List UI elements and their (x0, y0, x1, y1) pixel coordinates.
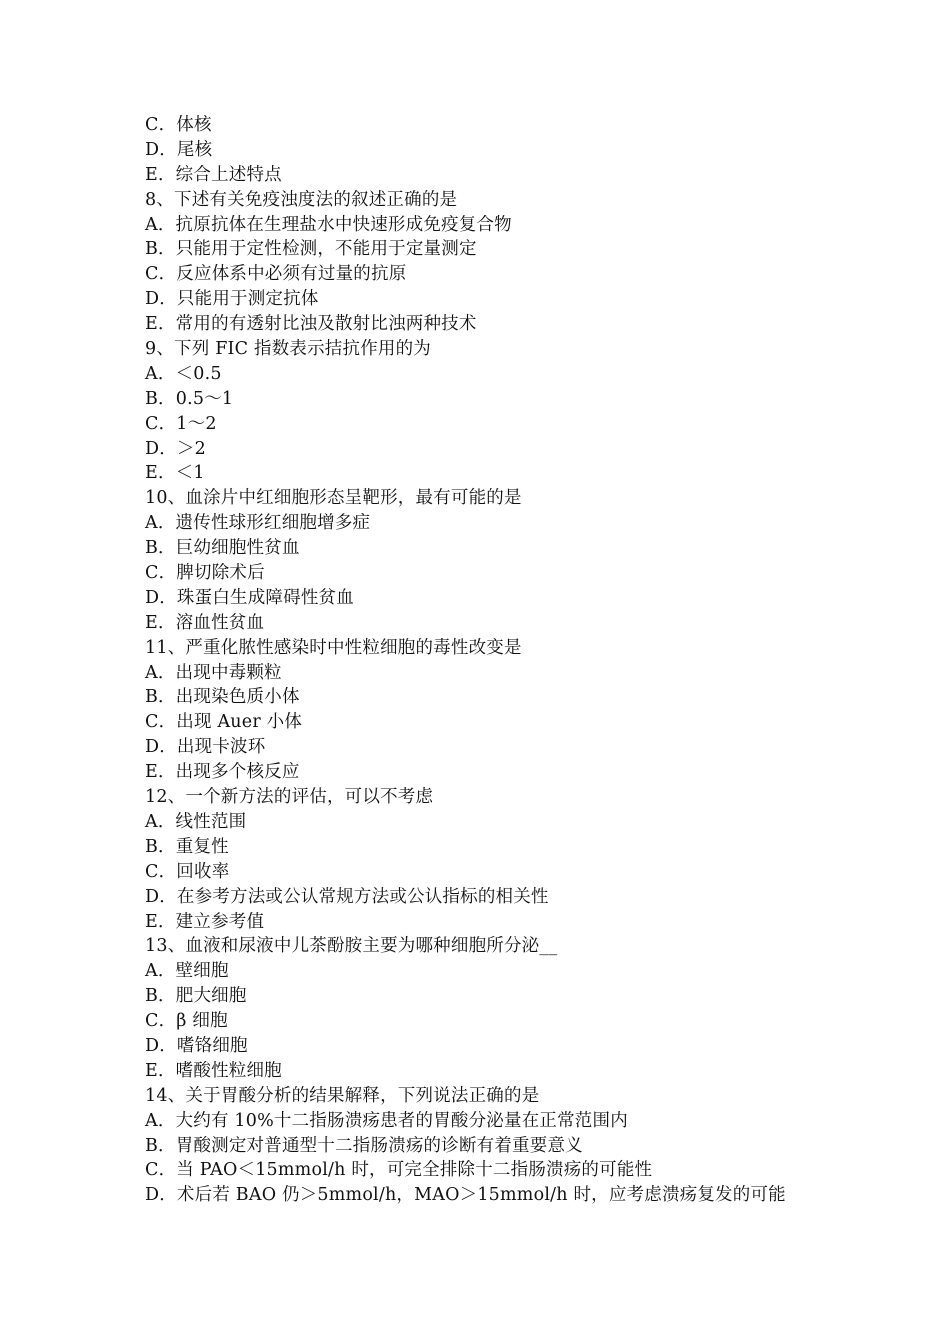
text-line: A．线性范围 (145, 811, 247, 832)
text-line: C．体核 (145, 115, 212, 135)
text-line: E．＜1 (145, 463, 205, 484)
text-line: B．只能用于定性检测，不能用于定量测定 (145, 239, 477, 260)
text-line: 11、严重化脓性感染时中性粒细胞的毒性改变是 (145, 637, 522, 658)
text-line: C．回收率 (145, 861, 230, 882)
text-line: A．抗原抗体在生理盐水中快速形成免疫复合物 (145, 214, 512, 235)
text-line: E．建立参考值 (145, 911, 265, 932)
text-line: A．壁细胞 (145, 961, 229, 982)
text-line: B．巨幼细胞性贫血 (145, 538, 300, 559)
text-line: C．β 细胞 (145, 1011, 228, 1032)
text-line: D．只能用于测定抗体 (145, 289, 319, 310)
text-line: 10、血涂片中红细胞形态呈靶形，最有可能的是 (145, 488, 522, 509)
text-line: C．1～2 (145, 413, 217, 434)
text-line: B．重复性 (145, 836, 229, 857)
text-line: D．出现卡波环 (145, 737, 266, 758)
text-line: B．肥大细胞 (145, 986, 247, 1007)
text-line: A．＜0.5 (145, 363, 222, 384)
text-line: D．术后若 BAO 仍＞5mmol/h，MAO＞15mmol/h 时，应考虑溃疡复发的可能 (145, 1185, 786, 1206)
text-line: 13、血液和尿液中儿茶酚胺主要为哪种细胞所分泌__ (145, 936, 558, 957)
text-line: E．常用的有透射比浊及散射比浊两种技术 (145, 314, 477, 335)
text-line: 14、关于胃酸分析的结果解释，下列说法正确的是 (145, 1085, 540, 1106)
text-line: 12、一个新方法的评估，可以不考虑 (145, 787, 434, 808)
text-line: B．胃酸测定对普通型十二指肠溃疡的诊断有着重要意义 (145, 1135, 583, 1156)
text-line: E．综合上述特点 (145, 164, 282, 185)
text-line: D．＞2 (145, 438, 206, 459)
text-line: C．脾切除术后 (145, 563, 265, 584)
text-line: A．大约有 10%十二指肠溃疡患者的胃酸分泌量在正常范围内 (145, 1110, 628, 1131)
text-line: C．当 PAO＜15mmol/h 时，可完全排除十二指肠溃疡的可能性 (145, 1160, 653, 1181)
text-line: A．出现中毒颗粒 (145, 662, 282, 683)
text-line: B．0.5～1 (145, 388, 234, 409)
text-line: D．在参考方法或公认常规方法或公认指标的相关性 (145, 886, 549, 907)
exam-question-text (145, 113, 845, 1208)
text-line: D．珠蛋白生成障碍性贫血 (145, 587, 354, 608)
text-line: 9、下列 FIC 指数表示拮抗作用的为 (145, 339, 432, 360)
text-line: D．尾核 (145, 139, 213, 160)
text-line: E．嗜酸性粒细胞 (145, 1060, 282, 1081)
text-line: C．出现 Auer 小体 (145, 712, 303, 733)
text-line: D．嗜铬细胞 (145, 1035, 248, 1056)
text-line: 8、下述有关免疫浊度法的叙述正确的是 (145, 189, 458, 210)
text-line: A．遗传性球形红细胞增多症 (145, 513, 371, 534)
text-line: E．出现多个核反应 (145, 762, 300, 783)
text-line: C．反应体系中必须有过量的抗原 (145, 264, 407, 285)
text-line: B．出现染色质小体 (145, 687, 300, 708)
text-line: E．溶血性贫血 (145, 612, 265, 633)
